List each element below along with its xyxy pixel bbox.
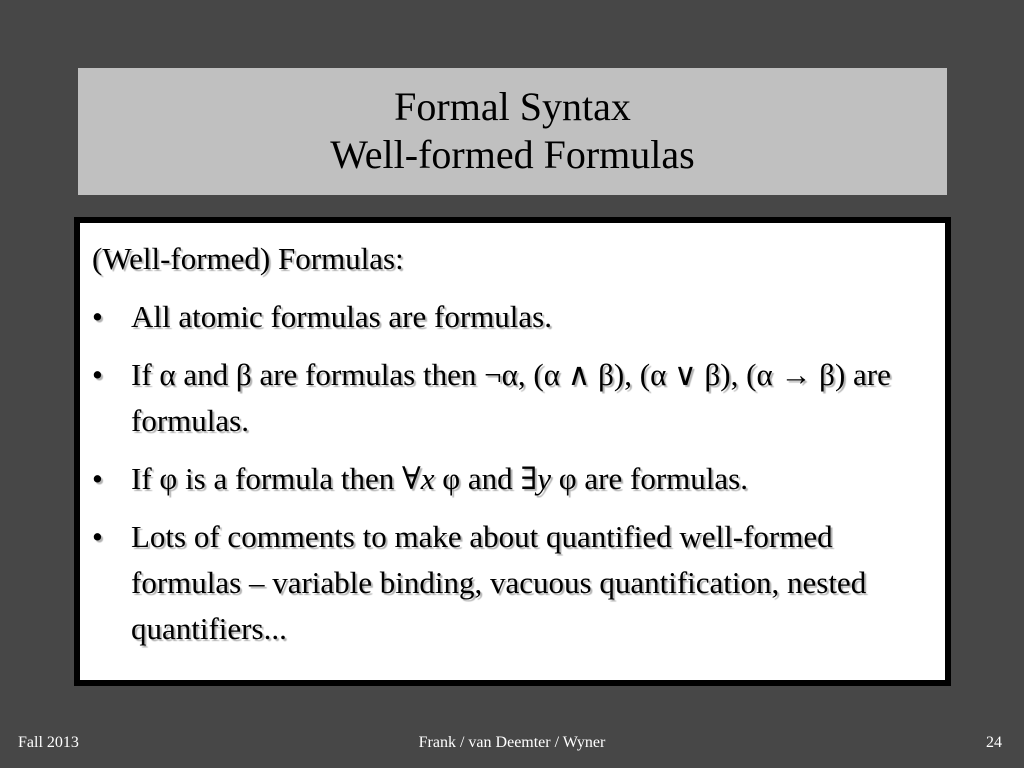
bullet-dot-icon: • — [92, 357, 103, 392]
variable-y: y — [537, 461, 552, 496]
phi-symbol: φ — [159, 461, 178, 496]
bullet-text-1: All atomic formulas are formulas. — [131, 299, 552, 334]
bullet-text-4: Lots of comments to make about quantified well-formed formulas – variable binding, vacuous quantification, nested quantifiers... — [131, 519, 867, 646]
bullet-dot-icon: • — [92, 299, 103, 334]
slide-title-line-1: Formal Syntax — [394, 84, 631, 129]
bullet-item-4 — [92, 514, 945, 652]
bullet-dot-icon: • — [92, 461, 103, 496]
alpha-symbol: α — [159, 357, 176, 392]
negation-formula: ¬α — [484, 357, 518, 392]
exists-symbol: ∃ — [520, 461, 538, 496]
bullet-list — [92, 294, 945, 652]
bullet-dot-icon: • — [92, 519, 103, 554]
bullet-text-3: If φ is a formula then ∀x φ and ∃y φ are formulas. — [131, 461, 748, 496]
conjunction-formula: α ∧ β — [543, 357, 614, 392]
footer-authors: Frank / van Deemter / Wyner — [418, 734, 606, 751]
forall-symbol: ∀ — [402, 461, 421, 496]
slide-title-line-2: Well-formed Formulas — [330, 132, 695, 177]
bullet-item-1 — [92, 294, 945, 340]
bullet-item-3 — [92, 456, 945, 502]
bullet-text-2: If α and β are formulas then ¬α, (α ∧ β), (α ∨ β), (α → β) are formulas. — [131, 357, 891, 438]
slide-title-box — [78, 68, 947, 195]
bullet-item-2 — [92, 352, 945, 444]
slide-number: 24 — [986, 734, 1002, 751]
footer-date: Fall 2013 — [18, 734, 79, 751]
disjunction-formula: α ∨ β — [650, 357, 721, 392]
variable-x: x — [420, 461, 435, 496]
content-heading: (Well-formed) Formulas: — [92, 241, 404, 276]
slide-content-box — [74, 217, 951, 686]
beta-symbol: β — [235, 357, 252, 392]
implication-formula: α → β — [756, 357, 835, 392]
